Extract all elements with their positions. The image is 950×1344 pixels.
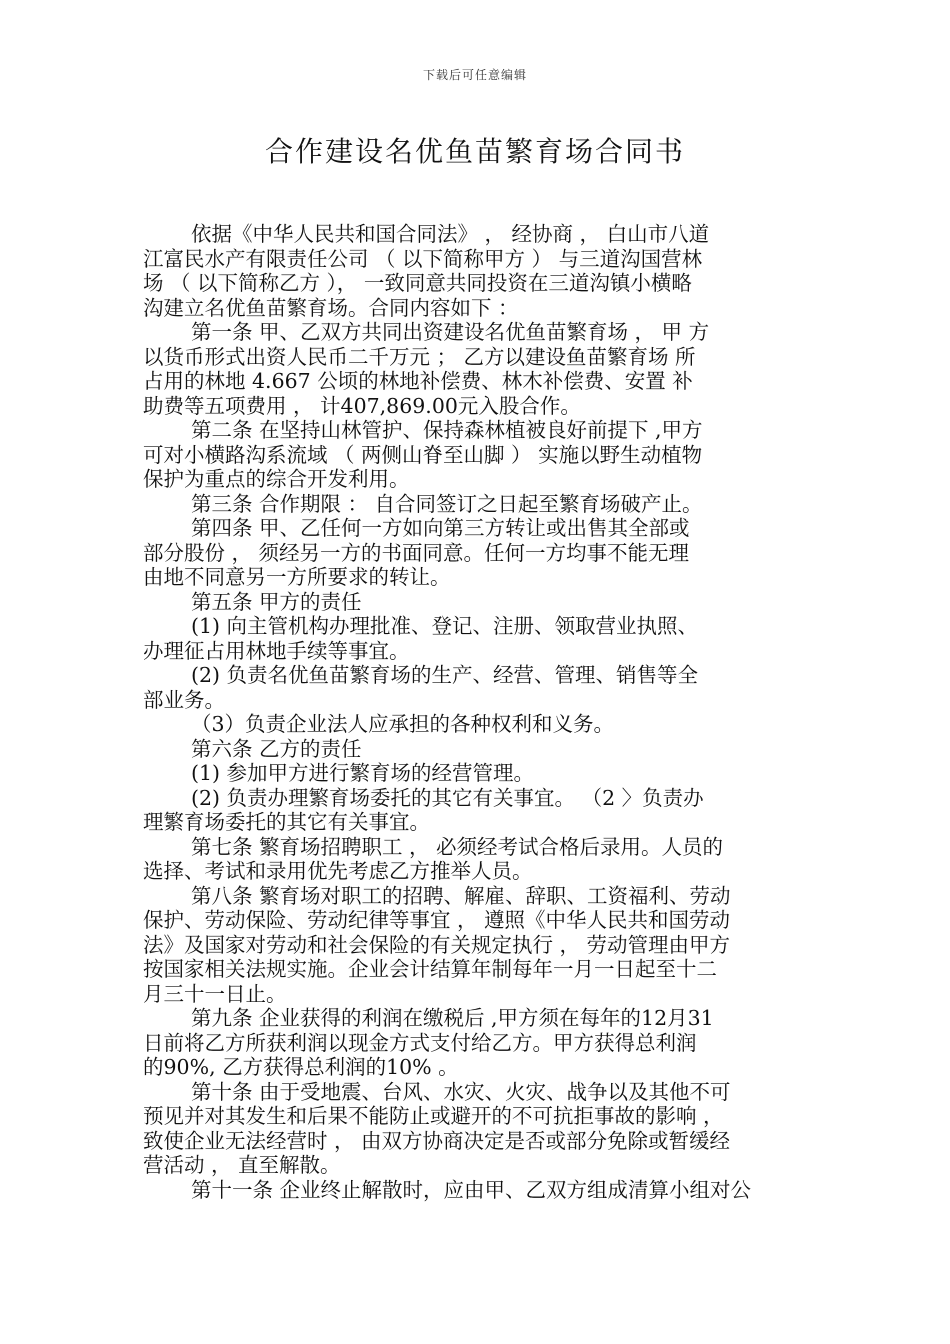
contract-line: （3）负责企业法人应承担的各种权利和义务。	[191, 712, 615, 736]
contract-line: (2) 负责名优鱼苗繁育场的生产、经营、管理、销售等全	[191, 663, 699, 687]
contract-line: 占用的林地 4.667 公顷的林地补偿费、林木补偿费、安置 补	[143, 369, 693, 393]
contract-line: 法》及国家对劳动和社会保险的有关规定执行 ， 劳动管理由甲方	[143, 932, 731, 957]
contract-line: 按国家相关法规实施。企业会计结算年制每年一月一日起至十二	[143, 957, 717, 981]
contract-line: 第二条 在坚持山林管护、保持森林植被良好前提下 ,甲方	[191, 418, 703, 442]
contract-line: 沟建立名优鱼苗繁育场。合同内容如下 ：	[143, 295, 519, 320]
contract-line: 办理征占用林地手续等事宜。	[143, 638, 410, 663]
contract-line: 第九条 企业获得的利润在缴税后 ,甲方须在每年的12月31	[191, 1006, 714, 1030]
contract-line: 选择、考试和录用优先考虑乙方推举人员。	[143, 859, 533, 883]
contract-line: 的90%, 乙方获得总利润的10% 。	[143, 1055, 459, 1079]
contract-line: (1) 参加甲方进行繁育场的经营管理。	[191, 761, 535, 785]
contract-body	[143, 222, 811, 1202]
contract-line: 场 （ 以下简称乙方 ）， 一致同意共同投资在三道沟镇小横略	[143, 271, 692, 295]
contract-line: 依据《中华人民共和国合同法》 ， 经协商 ， 白山市八道	[191, 222, 710, 246]
contract-line: 致使企业无法经营时 ， 由双方协商决定是否或部分免除或暂缓经	[143, 1128, 731, 1153]
contract-line: 营活动 ， 直至解散。	[143, 1153, 341, 1177]
contract-line: 月三十一日止。	[143, 981, 287, 1006]
contract-line: 第十条 由于受地震、台风、水灾、火灾、战争以及其他不可	[191, 1079, 731, 1104]
contract-line: 理繁育场委托的其它有关事宜。	[143, 810, 430, 834]
contract-line: 江富民水产有限责任公司 （ 以下简称甲方 ） 与三道沟国营林	[143, 246, 703, 271]
contract-line: 第六条 乙方的责任	[191, 736, 362, 761]
contract-line: 第五条 甲方的责任	[191, 589, 362, 614]
header-note: 下载后可任意编辑	[422, 68, 527, 82]
contract-line: 部分股份 ， 须经另一方的书面同意。任何一方均事不能无理	[143, 540, 690, 565]
contract-line: 第十一条 企业终止解散时，应由甲、乙双方组成清算小组对公	[191, 1177, 752, 1202]
contract-line: 第一条 甲、乙双方共同出资建设名优鱼苗繁育场 ， 甲 方	[191, 320, 710, 344]
contract-line: 第三条 合作期限 ： 自合同签订之日起至繁育场破产止。	[191, 491, 703, 516]
document-title: 合作建设名优鱼苗繁育场合同书	[264, 135, 685, 168]
contract-line: 助费等五项费用 ， 计407,869.00元入股合作。	[143, 393, 581, 418]
contract-line: (2) 负责办理繁育场委托的其它有关事宜。 （2 〉负责办	[191, 785, 704, 810]
contract-line: 日前将乙方所获利润以现金方式支付给乙方。甲方获得总利润	[143, 1030, 697, 1055]
contract-line: (1) 向主管机构办理批准、登记、注册、领取营业执照、	[191, 614, 699, 638]
contract-line: 由地不同意另一方所要求的转让。	[143, 565, 451, 589]
contract-line: 可对小横路沟系流域 （ 两侧山脊至山脚 ） 实施以野生动植物	[143, 442, 703, 467]
contract-line: 保护、劳动保险、劳动纪律等事宜 ， 遵照《中华人民共和国劳动	[143, 908, 731, 932]
contract-line: 第七条 繁育场招聘职工 ， 必须经考试合格后录用。人员的	[191, 834, 724, 859]
contract-line: 部业务。	[143, 687, 225, 712]
contract-line: 保护为重点的综合开发利用。	[143, 467, 410, 491]
contract-line: 第四条 甲、乙任何一方如向第三方转让或出售其全部或	[191, 516, 690, 540]
contract-line: 第八条 繁育场对职工的招聘、解雇、辞职、工资福利、劳动	[191, 883, 731, 908]
contract-line: 以货币形式出资人民币二千万元 ； 乙方以建设鱼苗繁育场 所	[143, 344, 696, 369]
contract-line: 预见并对其发生和后果不能防止或避开的不可抗拒事故的影响 ，	[143, 1104, 724, 1128]
